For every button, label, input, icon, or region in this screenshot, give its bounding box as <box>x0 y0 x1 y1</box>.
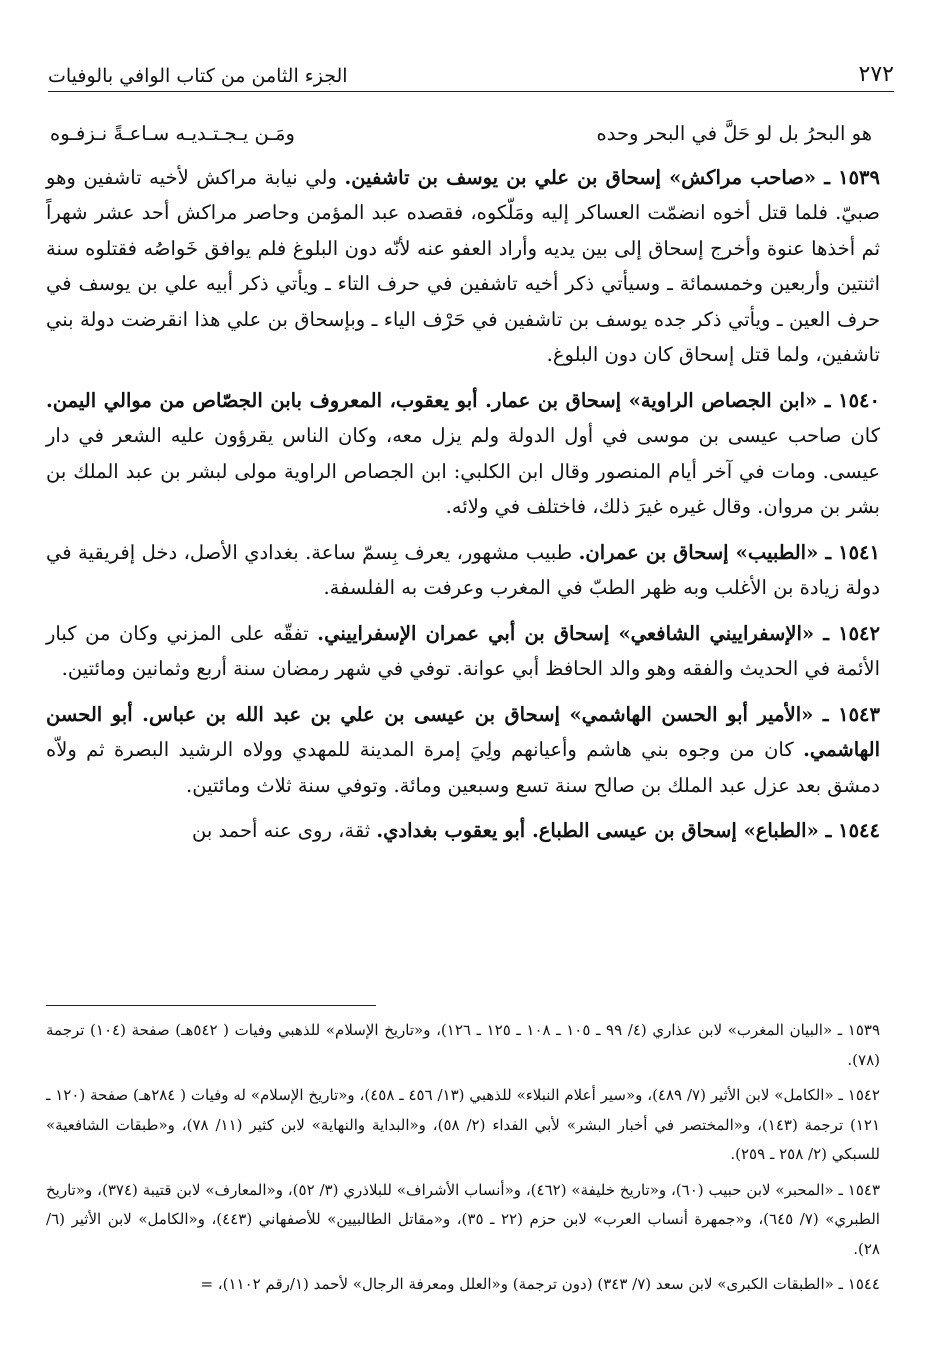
entry-heading: ١٥٤١ ـ «الطبيب» إسحاق بن عمران. <box>578 540 880 564</box>
entry-1542 <box>46 616 880 687</box>
entry-heading: ١٥٤٣ ـ «الأمير أبو الحسن الهاشمي» إسحاق بن عيسى بن علي بن عبد الله بن عباس. أبو الحسن الهاشمي. <box>46 702 881 761</box>
entry-1540 <box>46 383 880 525</box>
verse-first-hemistich: هو البحرُ بل لو حَلَّ في البحر وحده <box>596 122 872 145</box>
footnote-1542 <box>46 1081 880 1170</box>
footnote-number: ١٥٤٤ ـ <box>838 1275 880 1293</box>
main-text <box>46 116 880 859</box>
entry-text: كان صاحب عيسى بن موسى في أول الدولة ولم يزل معه، وكان الناس يقرؤون عليه الشعر في دار عيسى. ومات في آخر أيام المنصور وقال ابن الكلبي: ابن الجصاص الراوية مولى لبشر بن عبد الملك بن بشر بن مروان. وقال غيره غيرَ ذلك، فاختلف في ولائه. <box>46 424 880 518</box>
footnote-text: «الكامل» لابن الأثير (٧/ ٤٨٩)، و«سير أعلام النبلاء» للذهبي (١٣/ ٤٥٦ ـ ٤٥٨)، و«تاريخ الإسلام» له وفيات ( ٢٨٤هـ) صفحة (١٢٠ ـ ١٢١) ترجمة (١٤٣)، و«المختصر في أخبار البشر» لأبي الفداء (٢/ ٥٨)، و«البداية والنهاية» لابن كثير (١١/ ٧٨)، و«طبقات الشافعية» للسبكي (٢/ ٢٥٨ ـ ٢٥٩). <box>46 1086 881 1163</box>
page-number: ٢٧٢ <box>858 62 894 87</box>
entry-text: تفقّه على المزني وكان من كبار الأئمة في الحديث والفقه وهو والد الحافظ أبي عوانة. توفي في شهر رمضان سنة أربع وثمانين ومائتين. <box>46 621 880 680</box>
page-header <box>48 52 894 92</box>
footnote-1539 <box>46 1016 880 1075</box>
footnote-text: «المحبر» لابن حبيب (٦٠)، و«تاريخ خليفة» (٤٦٢)، و«أنساب الأشراف» للبلاذري (٣/ ٥٢)، و«المعارف» لابن قتيبة (٣٧٤)، و«تاريخ الطبري» (٧/ ٦٤٥)، و«جمهرة أنساب العرب» لابن حزم (٢٢ ـ ٣٥)، و«مقاتل الطالبيين» للأصفهاني (٤٤٣)، و«الكامل» لابن الأثير (٦/ ٢٨). <box>46 1180 880 1258</box>
footnote-text: «البيان المغرب» لابن عذاري (٤/ ٩٩ ـ ١٠٥ ـ ١٠٨ ـ ١٢٥ ـ ١٢٦)، و«تاريخ الإسلام» للذهبي وفيات ( ٥٤٢هـ) صفحة (١٠٤) ترجمة (٧٨). <box>46 1021 880 1069</box>
running-title: الجزء الثامن من كتاب الوافي بالوفيات <box>48 65 348 87</box>
entry-1543 <box>46 697 880 804</box>
footnote-divider <box>46 1005 376 1006</box>
footnote-number: ١٥٣٩ ـ <box>837 1021 881 1039</box>
entry-1544 <box>46 813 880 849</box>
footnote-number: ١٥٤٢ ـ <box>838 1086 880 1104</box>
poem-verse <box>46 116 880 152</box>
entry-heading: ١٥٣٩ ـ «صاحب مراكش» إسحاق بن علي بن يوسف بن تاشفين. <box>344 165 881 189</box>
footnote-1543 <box>46 1176 880 1265</box>
entry-text: ثقة، روى عنه أحمد بن <box>191 819 371 842</box>
entry-heading: ١٥٤٢ ـ «الإسفراييني الشافعي» إسحاق بن أبي عمران الإسفراييني. <box>317 621 881 645</box>
entry-1539 <box>46 160 880 373</box>
entry-heading: ١٥٤٠ ـ «ابن الجصاص الراوية» إسحاق بن عمار. أبو يعقوب، المعروف بابن الجصّاص من موالي اليمن. <box>46 388 880 412</box>
footnotes <box>46 1016 880 1306</box>
entry-text: ولي نيابة مراكش لأخيه تاشفين وهو صبيّ. فلما قتل أخوه انضمّت العساكر إليه ومَلّكوه، فقصده عبد المؤمن وحاصر مراكش أحد عشر شهراً ثم أخذها عنوة وأخرج إسحاق إلى بين يديه وأراد العفو عنه لأنّه دون البلوغ فلم يوافق خَواصُه فقتلوه سنة اثنتين وأربعين وخمسمائة ـ وسيأتي ذكر أخيه تاشفين في حرف التاء ـ ويأتي ذكر أبيه علي بن يوسف في حرف العين ـ ويأتي ذكر جده يوسف بن تاشفين في حَرْف الياء ـ وبإسحاق بن علي هذا انقرضت دولة بني تاشفين، ولما قتل إسحاق كان دون البلوغ. <box>46 165 880 366</box>
entry-heading: ١٥٤٤ ـ «الطباع» إسحاق بن عيسى الطباع. أبو يعقوب بغدادي. <box>376 819 880 842</box>
entry-1541 <box>46 535 880 606</box>
entry-text: طبيب مشهور، يعرف بِسمّ ساعة. بغدادي الأصل، دخل إفريقية في دولة زيادة بن الأغلب وبه ظهر الطبّ في المغرب وعرفت به الفلسفة. <box>46 540 880 599</box>
footnote-number: ١٥٤٣ ـ <box>838 1180 881 1199</box>
footnote-1544 <box>46 1270 880 1300</box>
entry-text: كان من وجوه بني هاشم وأعيانهم ولِيَ إمرة المدينة للمهدي وولاه الرشيد البصرة ثم ولاّه دمشق بعد عزل عبد الملك بن صالح سنة تسع وسبعين ومائة. وتوفي سنة ثلاث ومائتين. <box>46 738 880 797</box>
verse-second-hemistich: ومَـن يـجـتـديـه سـاعـةً نـزفـوه <box>50 122 295 145</box>
footnote-text: «الطبقات الكبرى» لابن سعد (٧/ ٣٤٣) (دون ترجمة) و«العلل ومعرفة الرجال» لأحمد (١/رقم ١١٠٢)، = <box>200 1275 834 1293</box>
